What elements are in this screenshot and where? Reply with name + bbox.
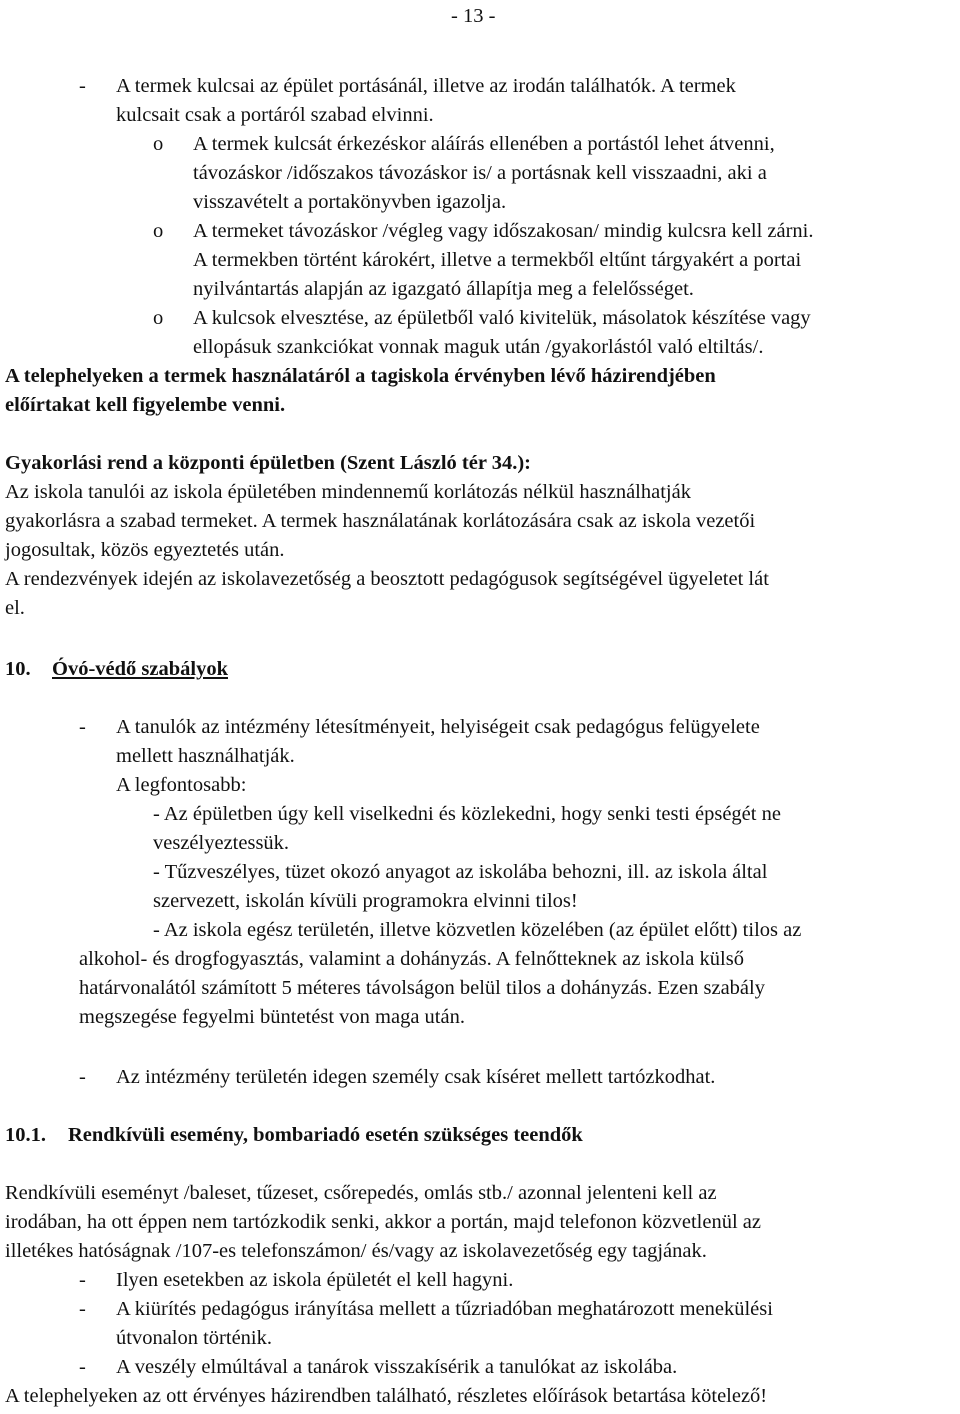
section-number: 10. xyxy=(5,658,31,680)
list-dash: - xyxy=(79,1298,86,1320)
paragraph-line: Rendkívüli eseményt /baleset, tűzeset, csőrepedés, omlás stb./ azonnal jelenteni kell az xyxy=(5,1182,717,1204)
paragraph-line: A kiürítés pedagógus irányítása mellett a tűzriadóban meghatározott menekülési xyxy=(116,1298,773,1320)
paragraph-line: megszegése fegyelmi büntetést von maga után. xyxy=(79,1006,465,1028)
paragraph-line: - Az iskola egész területén, illetve közvetlen közelében (az épület előtt) tilos az xyxy=(153,919,802,941)
paragraph-line: Ilyen esetekben az iskola épületét el kell hagyni. xyxy=(116,1269,514,1291)
paragraph-line: el. xyxy=(5,597,25,619)
paragraph-line: mellett használhatják. xyxy=(116,745,295,767)
paragraph-line: határvonalától számított 5 méteres távolságon belül tilos a dohányzás. Ezen szabály xyxy=(79,977,765,999)
paragraph-line: A rendezvények idején az iskolavezetőség a beosztott pedagógusok segítségével ügyeletet lát xyxy=(5,568,769,590)
paragraph-line: gyakorlásra a szabad termeket. A termek használatának korlátozására csak az iskola vezetői xyxy=(5,510,756,532)
list-bullet: o xyxy=(153,307,164,329)
paragraph-line: Az iskola tanulói az iskola épületében mindennemű korlátozás nélkül használhatják xyxy=(5,481,691,503)
list-bullet: o xyxy=(153,133,164,155)
paragraph-line: A tanulók az intézmény létesítményeit, helyiségeit csak pedagógus felügyelete xyxy=(116,716,760,738)
paragraph-line: távozáskor /időszakos távozáskor is/ a portásnak kell visszaadni, aki a xyxy=(193,162,767,184)
bold-note: előírtakat kell figyelembe venni. xyxy=(5,394,286,416)
paragraph-line: A veszély elmúltával a tanárok visszakísérik a tanulókat az iskolába. xyxy=(116,1356,678,1378)
list-dash: - xyxy=(79,1066,86,1088)
list-dash: - xyxy=(79,1356,86,1378)
paragraph-line: - Az épületben úgy kell viselkedni és közlekedni, hogy senki testi épségét ne xyxy=(153,803,781,825)
paragraph-line: irodában, ha ott éppen nem tartózkodik senki, akkor a portán, majd telefonon közvetlenül az xyxy=(5,1211,761,1233)
list-bullet: o xyxy=(153,220,164,242)
paragraph-line: - Tűzveszélyes, tüzet okozó anyagot az iskolába behozni, ill. az iskola által xyxy=(153,861,768,883)
paragraph-line: veszélyeztessük. xyxy=(153,832,290,854)
paragraph-line: Az intézmény területén idegen személy csak kíséret mellett tartózkodhat. xyxy=(116,1066,716,1088)
list-dash: - xyxy=(79,716,86,738)
paragraph-line: A termek kulcsai az épület portásánál, illetve az irodán találhatók. A termek xyxy=(116,75,736,97)
bold-note: A telephelyeken a termek használatáról a tagiskola érvényben lévő házirendjében xyxy=(5,365,716,387)
paragraph-line: szervezett, iskolán kívüli programokra elvinni tilos! xyxy=(153,890,578,912)
page-number: - 13 - xyxy=(451,5,496,27)
paragraph-line: A termeket távozáskor /végleg vagy időszakosan/ mindig kulcsra kell zárni. xyxy=(193,220,814,242)
paragraph-line: A kulcsok elvesztése, az épületből való kivitelük, másolatok készítése vagy xyxy=(193,307,811,329)
closing-line: A telephelyeken az ott érvényes házirendben található, részletes előírások betartása kötelező! xyxy=(5,1385,768,1407)
paragraph-line: útvonalon történik. xyxy=(116,1327,273,1349)
paragraph-line: nyilvántartás alapján az igazgató állapítja meg a felelősséget. xyxy=(193,278,694,300)
paragraph-line: A termekben történt károkért, illetve a termekből eltűnt tárgyakért a portai xyxy=(193,249,802,271)
paragraph-line: illetékes hatóságnak /107-es telefonszámon/ és/vagy az iskolavezetőség egy tagjának. xyxy=(5,1240,707,1262)
paragraph-line: A legfontosabb: xyxy=(116,774,247,796)
section-title: Óvó-védő szabályok xyxy=(52,658,228,680)
list-dash: - xyxy=(79,75,86,97)
paragraph-line: A termek kulcsát érkezéskor aláírás ellenében a portástól lehet átvenni, xyxy=(193,133,775,155)
list-dash: - xyxy=(79,1269,86,1291)
paragraph-line: jogosultak, közös egyeztetés után. xyxy=(5,539,285,561)
paragraph-line: visszavételt a portakönyvben igazolja. xyxy=(193,191,507,213)
subsection-number: 10.1. xyxy=(5,1124,46,1146)
paragraph-line: ellopásuk szankciókat vonnak maguk után /gyakorlástól való eltiltás/. xyxy=(193,336,764,358)
paragraph-line: alkohol- és drogfogyasztás, valamint a dohányzás. A felnőtteknek az iskola külső xyxy=(79,948,744,970)
subsection-title: Rendkívüli esemény, bombariadó esetén szükséges teendők xyxy=(68,1124,583,1146)
section-heading: Gyakorlási rend a központi épületben (Szent László tér 34.): xyxy=(5,452,531,474)
paragraph-line: kulcsait csak a portáról szabad elvinni. xyxy=(116,104,434,126)
